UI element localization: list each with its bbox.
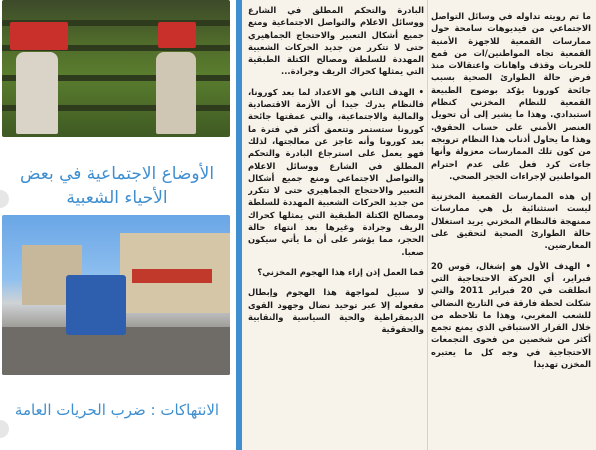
article-headline-social-conditions[interactable]: الأوضاع الاجتماعية في بعض الأحياء الشعبية [19,164,215,208]
paragraph: • الهدف الثاني هو الاعداد لما بعد كورونا، فالنظام يدرك جيدا أن الأزمة الاقتصادية والمالية والاجتماعية، والتي عمقتها جائحة كورونا ستستمر وتتعمق أكثر في فترة ما بعد كورونا وأنه عاجز عن معالجتها، لذلك فهو يعمل على استرجاع البادرة والتحكم المطلق في الشارع ووسائل الاعلام والتواصل الاجتماعي ومنع جميع أشكال التعبير والاحتجاج الجماهيري حتى لا تتكرر من جديد الحركات الشعبية المهددة للسلطة ومصالح الكتلة الطبقية التي يمثلها كحراك الريف وجرادة وغيرها بعد انتهاء حالة الحجر، مما يؤشر على أن ما يأتي سيكون صعبا. [248,86,424,257]
article-thumbnail-strawberry-field[interactable] [2,0,230,137]
paragraph: • الهدف الأول هو إشغال، قوس 20 فبراير، أي الحركة الاحتجاجية التي انطلقت في 20 فبراير 2011 والتي شكلت لحظة فارقة في التاريخ النضالي للشعب المغربي، وهذا ما تلاحظه من خلال القرار الاستباقي الذي يمنع تجمع أكثر من شخصين من فحوى التجمعات الاحتجاجية في وجه كل ما يعتبره المخزن تهديدا [431,260,591,370]
article-headline-violations[interactable]: الانتهاكات : ضرب الحريات العامة [14,401,220,419]
document-column-left [248,4,424,450]
carousel-indicator[interactable] [0,420,9,438]
column-separator [427,0,428,450]
document-column-right [431,10,591,450]
paragraph: ما تم رويته تداوله في وسائل التواصل الاجتماعي من فيديوهات سامحة حول ممارسات القمعية للاجهزة الأمنية القمعية تجاه المواطنين/ات من قمع للحريات وقذف واهانات واعتقالات منذ فرض حالة الطوارئ الصحية بسبب جائحة كورونا يؤكد بوضوح الطبيعة القمعية للنظام المخزني كنظام استبدادي. وهذا ما يشير إلى أن تحويل العنصر الأمني على حساب الحقوق. وهذا ما يحاول أذناب هذا النظام ترويجه من كون تلك الممارسات معزولة وأنها جاءت كرد فعل على عدم احترام المواطنين لإجراءات الحجر الصحي. [431,11,591,181]
scanned-article-document [242,0,596,450]
related-articles-sidebar [0,0,236,450]
article-thumbnail-street-scene[interactable] [2,215,230,375]
paragraph: لا سبيل لمواجهة هذا الهجوم وإبطال مفعوله إلا عبر توحيد نضال وجهود القوى الديمقراطية والحية السياسية والنقابية والحقوقية [248,287,424,335]
paragraph: إن هذه الممارسات القمعية المخزنية ليست استثنائية بل هي ممارسات ممنهجة فالنظام المخزني يريد استغلال حالة الطوارئ الصحية لتحقيق على المعارضين. [431,191,591,251]
paragraph: فما العمل إذن إزاء هذا الهجوم المخزني؟ [257,266,424,277]
paragraph: البادرة والتحكم المطلق في الشارع ووسائل الاعلام والتواصل الاجتماعية ومنع جميع أشكال التعبير والاحتجاج الجماهيري حتى لا تتكرر من جديد الحركات الشعبية المهددة للسلطة ومصالح الكتلة الطبقية التي يمثلها كحراك الريف وجرادة... [248,5,424,77]
